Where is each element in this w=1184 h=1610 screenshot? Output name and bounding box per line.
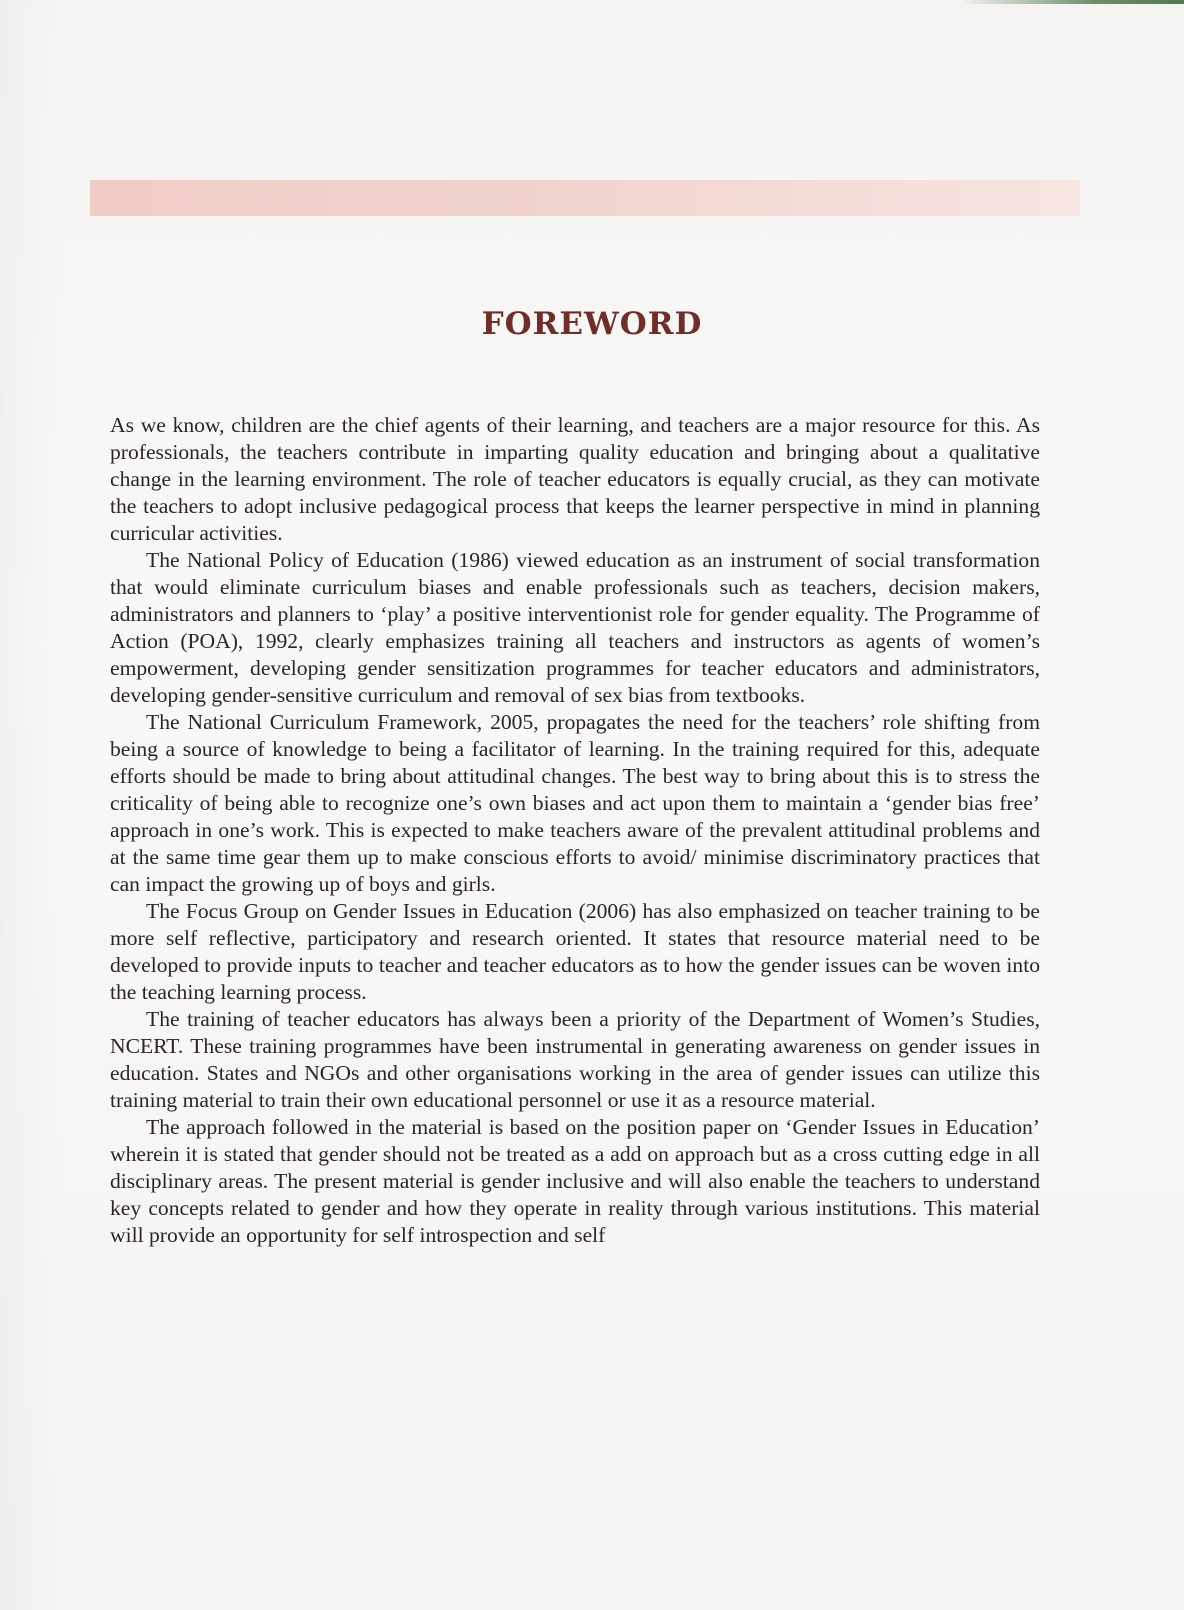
paragraph-4: The Focus Group on Gender Issues in Education (2006) has also emphasized on teacher training to be more self reflective, participatory and research oriented. It states that resource material need to be developed to provide inputs to teacher and teacher educators as to how the gender issues can be woven into the teaching learning process.: [110, 899, 1040, 1004]
paragraph-5: The training of teacher educators has always been a priority of the Department of Women’s Studies, NCERT. These training programmes have been instrumental in generating awareness on gender issues in education. States and NGOs and other organisations working in the area of gender issues can utilize this training material to train their own educational personnel or use it as a resource material.: [110, 1007, 1040, 1112]
foreword-body: [110, 412, 1040, 1249]
page-title: FOREWORD: [481, 306, 703, 342]
header-band: [90, 180, 1080, 216]
top-edge-rule: [960, 0, 1184, 4]
paragraph-3: The National Curriculum Framework, 2005, propagates the need for the teachers’ role shifting from being a source of knowledge to being a facilitator of learning. In the training required for this, adequate efforts should be made to bring about attitudinal changes. The best way to bring about this is to stress the criticality of being able to recognize one’s own biases and act upon them to maintain a ‘gender bias free’ approach in one’s work. This is expected to make teachers aware of the prevalent attitudinal problems and at the same time gear them up to make conscious efforts to avoid/ minimise discriminatory practices that can impact the growing up of boys and girls.: [110, 710, 1040, 896]
paragraph-6: The approach followed in the material is based on the position paper on ‘Gender Issues in Education’ wherein it is stated that gender should not be treated as a add on approach but as a cross cutting edge in all disciplinary areas. The present material is gender inclusive and will also enable the teachers to understand key concepts related to gender and how they operate in reality through various institutions. This material will provide an opportunity for self introspection and self: [110, 1115, 1040, 1247]
paragraph-1: As we know, children are the chief agents of their learning, and teachers are a major resource for this. As professionals, the teachers contribute in imparting quality education and bringing about a qualitative change in the learning environment. The role of teacher educators is equally crucial, as they can motivate the teachers to adopt inclusive pedagogical process that keeps the learner perspective in mind in planning curricular activities.: [110, 413, 1040, 545]
paragraph-2: The National Policy of Education (1986) viewed education as an instrument of social transformation that would eliminate curriculum biases and enable professionals such as teachers, decision makers, administrators and planners to ‘play’ a positive interventionist role for gender equality. The Programme of Action (POA), 1992, clearly emphasizes training all teachers and instructors as agents of women’s empowerment, developing gender sensitization programmes for teacher educators and administrators, developing gender-sensitive curriculum and removal of sex bias from textbooks.: [110, 548, 1040, 707]
